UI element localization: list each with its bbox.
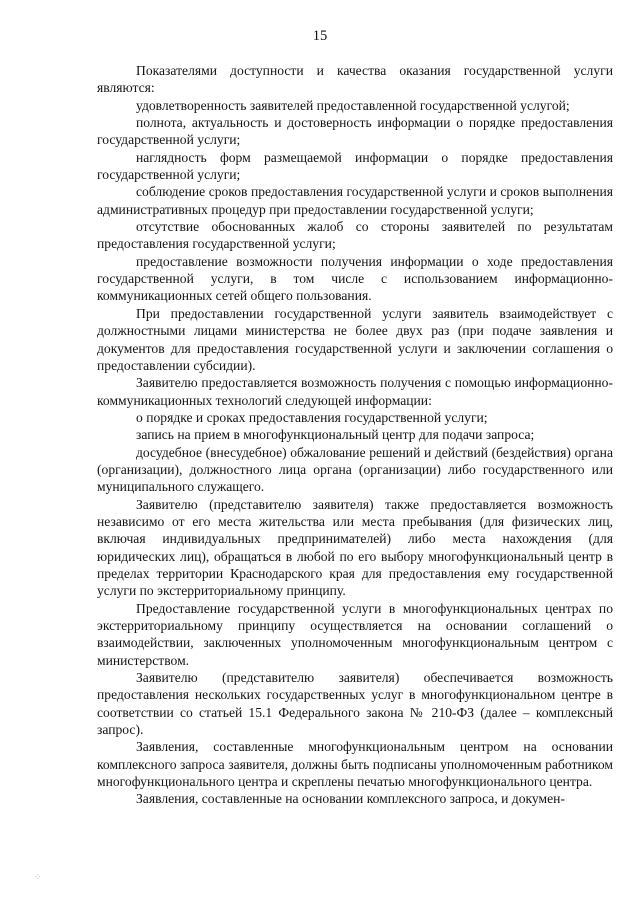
paragraph: соблюдение сроков предоставления государственной услуги и сроков выполнения административных процедур при предоставлении государственной услуги; xyxy=(97,184,613,217)
paragraph: Предоставление государственной услуги в многофункциональных центрах по экстерриториальному принципу осуществляется на основании соглашений о взаимодействии, заключенных уполномоченным многофункциональным центром с министерством. xyxy=(97,600,613,668)
paragraph: запись на прием в многофункциональный центр для подачи запроса; xyxy=(136,427,535,443)
paragraph: Показателями доступности и качества оказания государственной услуги являются: xyxy=(97,63,613,96)
paragraph: наглядность форм размещаемой информации о порядке предоставления государственной услуги; xyxy=(97,149,613,183)
paragraph: о порядке и сроках предоставления государственной услуги; xyxy=(136,409,488,425)
paragraph: отсутствие обоснованных жалоб со стороны заявителей по результатам предоставления государственной услуги; xyxy=(97,219,613,252)
paragraph: Заявителю (представителю заявителя) обеспечивается возможность предоставления нескольких государственных услуг в многофункциональном центре в соответствии со статьей 15.1 Федерального закона № 210-ФЗ (далее – комплексный запрос). xyxy=(97,670,613,738)
paragraph: полнота, актуальность и достоверность информации о порядке предоставления государственной услуги; xyxy=(97,115,613,148)
paragraph: досудебное (внесудебное) обжалование решений и действий (бездействия) органа (организации), должностного лица органа (организации) либо государственного или муниципального служащего. xyxy=(97,444,613,495)
body-text xyxy=(97,62,613,808)
paragraph: Заявления, составленные многофункциональным центром на основании комплексного запроса заявителя, должны быть подписаны уполномоченным работником многофункционального центра и скреплены печатью многофункционального центра. xyxy=(97,739,613,790)
page-number: 15 xyxy=(312,28,328,44)
paragraph: предоставление возможности получения информации о ходе предоставления государственной услуги, в том числе с использованием информационно-коммуникационных сетей общего пользования. xyxy=(97,253,613,304)
paragraph: Заявителю (представителю заявителя) также предоставляется возможность независимо от его места жительства или места пребывания (для физических лиц, включая индивидуальных предпринимателей) либо места нахождения (для юридических лиц), обращаться в любой по его выбору многофункциональный центр в пределах территории Краснодарского края для предоставления ему государственной услуги по экстерриториальному принципу. xyxy=(97,496,613,599)
scan-speck: ⁘ xyxy=(34,872,42,882)
paragraph: Заявителю предоставляется возможность получения с помощью информационно-коммуникационных технологий следующей информации: xyxy=(97,375,613,408)
paragraph: удовлетворенность заявителей предоставленной государственной услугой; xyxy=(136,97,570,113)
paragraph: Заявления, составленные на основании комплексного запроса, и докумен- xyxy=(136,791,565,807)
paragraph: При предоставлении государственной услуги заявитель взаимодействует с должностными лицами министерства не более двух раз (при подаче заявления и документов для предоставления государственной услуги и заключении соглашения о предоставлении субсидии). xyxy=(97,305,613,373)
